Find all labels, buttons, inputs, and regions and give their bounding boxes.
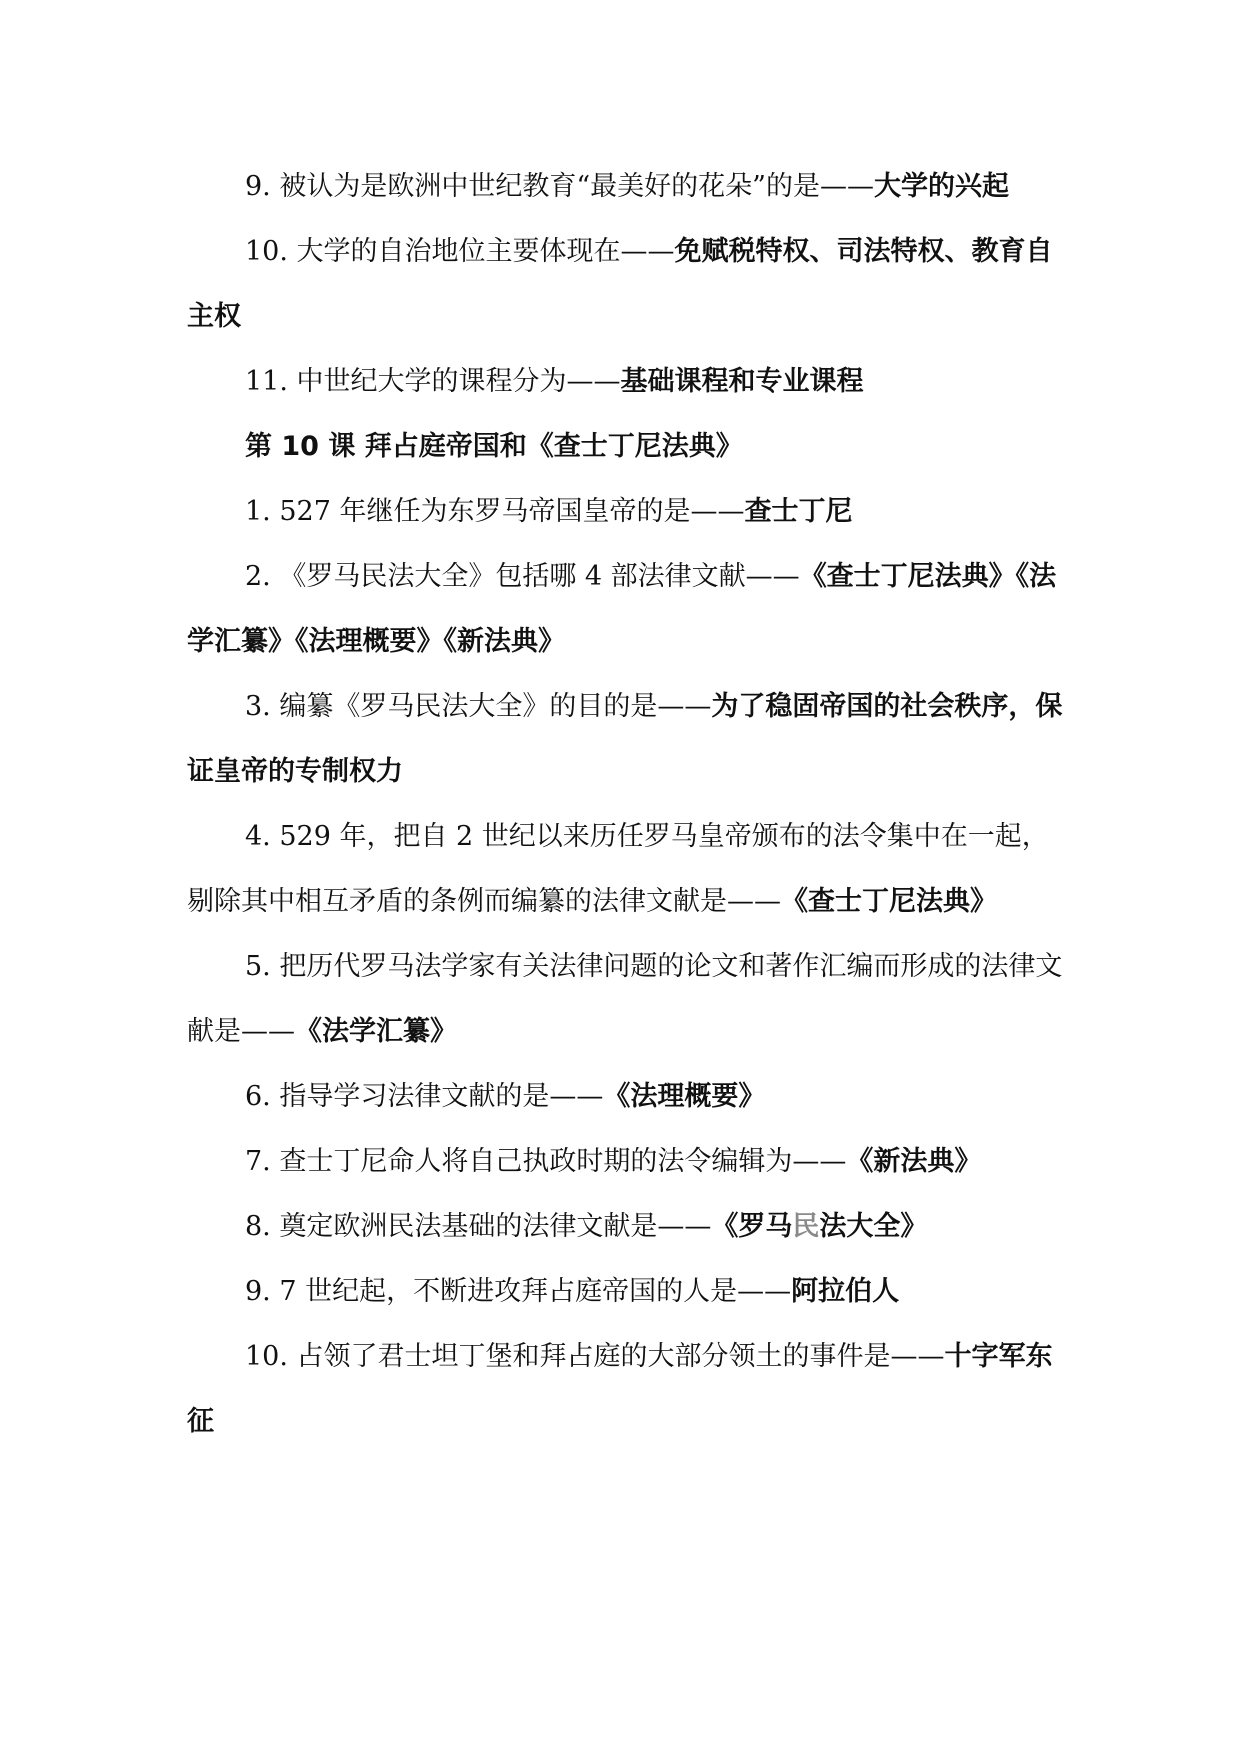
answer-text: 免赋税特权、司法特权、教育自主权 — [187, 236, 1053, 332]
question-item — [187, 1194, 1067, 1259]
answer-text: 为了稳固帝国的社会秩序，保证皇帝的专制权力 — [187, 691, 1063, 787]
question-text: 3. 编纂《罗马民法大全》的目的是—— — [245, 691, 712, 722]
answer-text: 查士丁尼 — [744, 496, 853, 527]
question-item — [187, 544, 1067, 674]
question-item — [187, 154, 1067, 219]
lesson-heading: 第 10 课 拜占庭帝国和《查士丁尼法典》 — [245, 431, 743, 462]
question-text: 1. 527 年继任为东罗马帝国皇帝的是—— — [245, 496, 745, 527]
question-text: 9. 被认为是欧洲中世纪教育“最美好的花朵”的是—— — [245, 171, 874, 202]
answer-text: 《法学汇纂》 — [295, 1016, 457, 1047]
question-text: 11. 中世纪大学的课程分为—— — [245, 366, 621, 397]
answer-text — [711, 1211, 927, 1242]
answer-text-part: 法大全》 — [819, 1211, 928, 1242]
answer-text: 《法理概要》 — [603, 1081, 766, 1112]
answer-text: 十字军东征 — [187, 1341, 1053, 1437]
question-item — [187, 1064, 1067, 1129]
answer-text: 大学的兴起 — [873, 171, 1009, 202]
question-item — [187, 1129, 1067, 1194]
question-text: 9. 7 世纪起，不断进攻拜占庭帝国的人是—— — [245, 1276, 792, 1307]
question-text: 4. 529 年，把自 2 世纪以来历任罗马皇帝颁布的法令集中在一起，剔除其中相互矛盾的条例而编纂的法律文献是—— — [187, 821, 1049, 917]
question-item — [187, 479, 1067, 544]
question-item — [187, 804, 1067, 934]
question-text: 10. 大学的自治地位主要体现在—— — [245, 236, 675, 267]
question-item — [187, 1259, 1067, 1324]
question-text: 2. 《罗马民法大全》包括哪 4 部法律文献—— — [245, 561, 800, 592]
answer-text: 《查士丁尼法典》《法学汇纂》《法理概要》《新法典》 — [187, 561, 1057, 657]
answer-text: 阿拉伯人 — [791, 1276, 900, 1307]
question-text: 8. 奠定欧洲民法基础的法律文献是—— — [245, 1211, 712, 1242]
question-text: 6. 指导学习法律文献的是—— — [245, 1081, 604, 1112]
answer-text-part: 《罗马 — [711, 1211, 793, 1242]
question-item — [187, 674, 1067, 804]
answer-text: 《新法典》 — [846, 1146, 982, 1177]
question-item — [187, 219, 1067, 349]
answer-text: 《查士丁尼法典》 — [781, 886, 997, 917]
question-item — [187, 349, 1067, 414]
answer-text-highlight: 民 — [792, 1211, 820, 1242]
answer-text: 基础课程和专业课程 — [620, 366, 864, 397]
question-text: 5. 把历代罗马法学家有关法律问题的论文和著作汇编而形成的法律文献是—— — [187, 951, 1063, 1047]
document-page — [187, 154, 1067, 1454]
question-item — [187, 934, 1067, 1064]
question-text: 10. 占领了君士坦丁堡和拜占庭的大部分领土的事件是—— — [245, 1341, 945, 1372]
question-text: 7. 查士丁尼命人将自己执政时期的法令编辑为—— — [245, 1146, 847, 1177]
question-item — [187, 1324, 1067, 1454]
